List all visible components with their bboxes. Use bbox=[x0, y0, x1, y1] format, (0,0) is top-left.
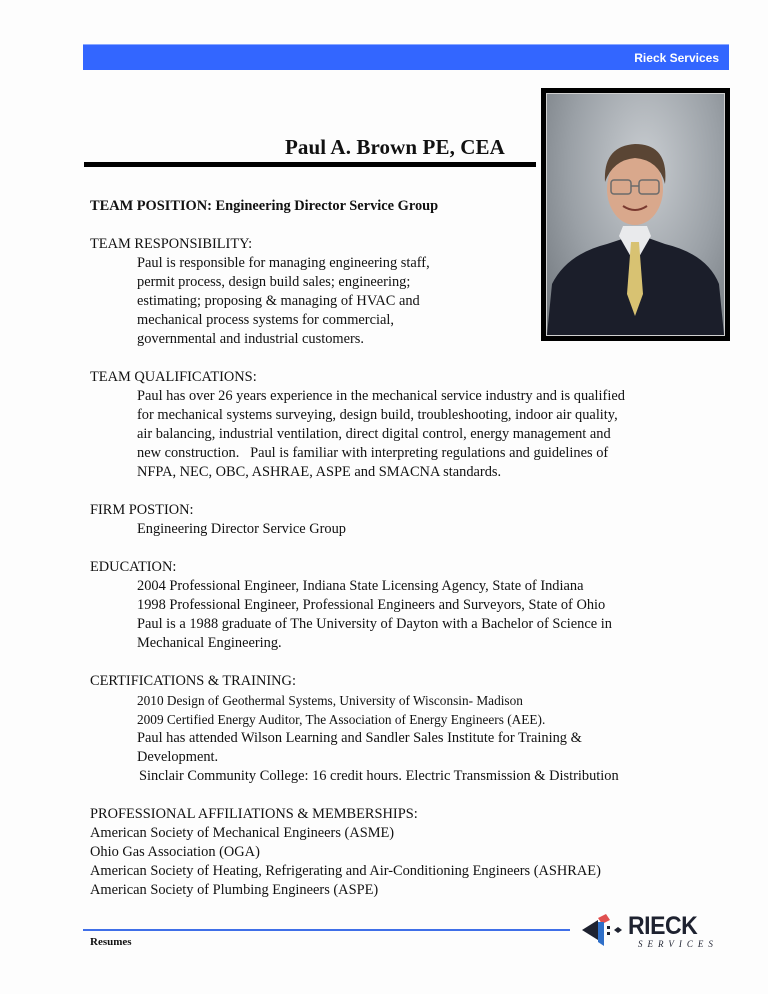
text-line: American Society of Heating, Refrigerating and Air-Conditioning Engineers (ASHRAE) bbox=[90, 863, 601, 879]
text-line: Engineering Director Service Group bbox=[137, 521, 346, 537]
text-line: mechanical process systems for commercial, bbox=[137, 312, 394, 328]
section-heading: FIRM POSTION: bbox=[90, 502, 194, 518]
section-heading: EDUCATION: bbox=[90, 559, 177, 575]
text-line: permit process, design build sales; engineering; bbox=[137, 274, 411, 290]
section-certifications bbox=[90, 672, 730, 786]
text-line: Paul is responsible for managing engineering staff, bbox=[137, 255, 430, 271]
section-heading: TEAM QUALIFICATIONS: bbox=[90, 369, 257, 385]
text-line: governmental and industrial customers. bbox=[137, 331, 364, 347]
logo-subtitle: SERVICES bbox=[638, 939, 718, 949]
text-line: Development. bbox=[137, 749, 219, 765]
text-line: new construction. Paul is familiar with interpreting regulations and guidelines of bbox=[137, 445, 609, 461]
text-line: Paul has attended Wilson Learning and Sandler Sales Institute for Training & bbox=[137, 730, 582, 746]
text-line: American Society of Plumbing Engineers (ASPE) bbox=[90, 882, 379, 898]
text-line: Sinclair Community College: 16 credit hours. Electric Transmission & Distribution bbox=[139, 768, 619, 784]
text-line: estimating; proposing & managing of HVAC and bbox=[137, 293, 420, 309]
rieck-services-logo bbox=[580, 912, 735, 954]
section-heading: CERTIFICATIONS & TRAINING: bbox=[90, 673, 296, 689]
section-heading: TEAM RESPONSIBILITY: bbox=[90, 236, 253, 252]
section-team-qualifications bbox=[90, 368, 730, 482]
text-line: American Society of Mechanical Engineers (ASME) bbox=[90, 825, 395, 841]
footer-divider bbox=[83, 929, 570, 931]
text-line: for mechanical systems surveying, design build, troubleshooting, indoor air quality, bbox=[137, 407, 618, 423]
text-line: 1998 Professional Engineer, Professional Engineers and Surveyors, State of Ohio bbox=[137, 597, 606, 613]
header-brand: Rieck Services bbox=[634, 51, 719, 65]
section-firm-position bbox=[90, 501, 730, 539]
text-line: air balancing, industrial ventilation, direct digital control, energy management and bbox=[137, 426, 611, 442]
text-line: 2010 Design of Geothermal Systems, University of Wisconsin- Madison bbox=[137, 693, 523, 708]
text-line: Paul is a 1988 graduate of The University of Dayton with a Bachelor of Science in bbox=[137, 616, 612, 632]
name-underline-divider bbox=[84, 162, 536, 167]
header-bar bbox=[83, 44, 729, 70]
section-team-responsibility bbox=[90, 235, 730, 349]
footer-label: Resumes bbox=[90, 936, 132, 948]
text-line: Mechanical Engineering. bbox=[137, 635, 282, 651]
text-line: 2004 Professional Engineer, Indiana State Licensing Agency, State of Indiana bbox=[137, 578, 584, 594]
person-name: Paul A. Brown PE, CEA bbox=[285, 135, 505, 159]
text-line: NFPA, NEC, OBC, ASHRAE, ASPE and SMACNA standards. bbox=[137, 464, 502, 480]
text-line: 2009 Certified Energy Auditor, The Association of Energy Engineers (AEE). bbox=[137, 712, 546, 727]
logo-wordmark: RIECK bbox=[628, 912, 698, 940]
team-position: TEAM POSITION: Engineering Director Service Group bbox=[90, 198, 439, 214]
section-education bbox=[90, 558, 730, 653]
section-affiliations bbox=[90, 805, 730, 900]
text-line: Paul has over 26 years experience in the mechanical service industry and is qualified bbox=[137, 388, 625, 404]
section-heading: PROFESSIONAL AFFILIATIONS & MEMBERSHIPS: bbox=[90, 806, 418, 822]
rieck-logo-icon bbox=[580, 912, 626, 948]
resume-body bbox=[90, 197, 730, 919]
text-line: Ohio Gas Association (OGA) bbox=[90, 844, 260, 860]
